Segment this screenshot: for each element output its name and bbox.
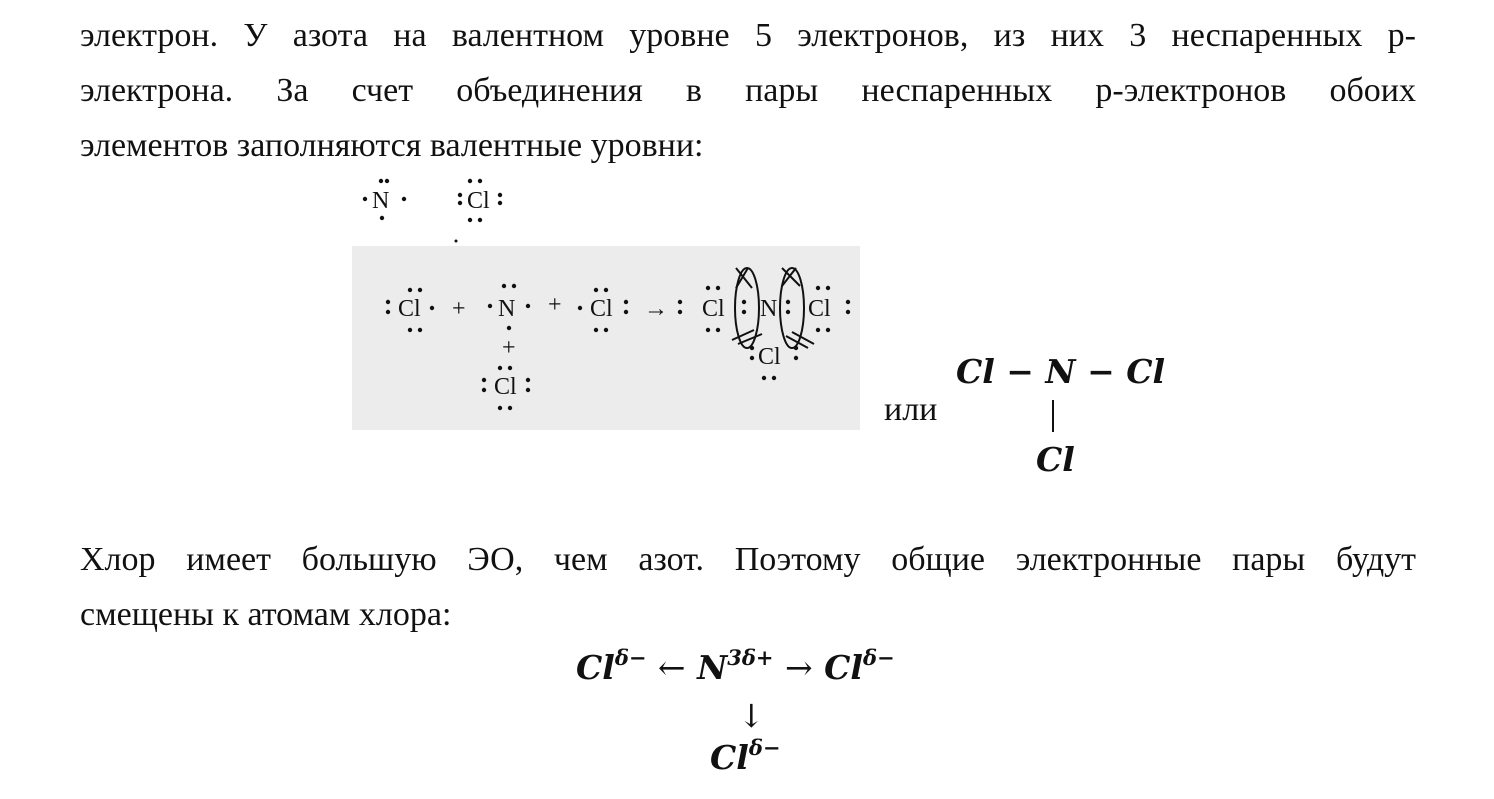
cl-symbol: Cl [824, 648, 863, 687]
n-symbol: N [372, 188, 390, 214]
svg-text:N: N [498, 296, 516, 322]
cl-symbol: Cl [710, 738, 749, 777]
svg-text:Cl: Cl [758, 344, 781, 370]
down-arrow: ↓ [738, 697, 765, 735]
paragraph-electronegativity [80, 532, 1416, 642]
partial-charge: δ− [748, 735, 781, 760]
or-label: или [884, 391, 938, 428]
svg-text:Cl: Cl [494, 374, 517, 400]
n-symbol: N [697, 648, 728, 687]
svg-text:Cl: Cl [398, 296, 421, 322]
text-line: смещены к атомам хлора: [80, 596, 452, 633]
svg-text:Cl: Cl [702, 296, 725, 322]
text-line: Хлор имеет большую ЭО, чем азот. Поэтому общие электронные пары будут [80, 541, 1416, 578]
charge-shift-scheme [570, 640, 930, 790]
partial-charge: δ− [614, 645, 647, 670]
plus-sign: + [452, 296, 466, 322]
left-arrow: ← [657, 648, 686, 687]
text-line: элементов заполняются валентные уровни: [80, 127, 704, 164]
plus-sign: + [502, 335, 516, 361]
structural-formula [950, 348, 1170, 478]
partial-charge: δ− [862, 645, 895, 670]
bond-line-vertical [1052, 400, 1054, 432]
plus-sign: + [548, 292, 562, 318]
charge-shift-row [576, 645, 895, 692]
cl-symbol: Cl [576, 648, 615, 687]
cl-atom-dots [458, 179, 502, 222]
svg-text:N: N [760, 296, 778, 322]
charge-shift-bottom [710, 735, 781, 782]
svg-text:Cl: Cl [590, 296, 613, 322]
text-line: электрона. За счет объединения в пары неспаренных р-электронов обоих [80, 72, 1416, 109]
formula-bottom-cl: Cl [1036, 440, 1075, 479]
text-line: электрон. У азота на валентном уровне 5 электронов, из них 3 неспаренных р- [80, 17, 1416, 54]
lewis-structure-figure [352, 168, 864, 430]
formula-top-row: Cl − N − Cl [956, 352, 1166, 391]
cl-symbol: Cl [467, 188, 490, 214]
n-atom-dots [363, 179, 406, 220]
reaction-arrow: → [644, 296, 668, 322]
paragraph-intro [80, 8, 1416, 173]
partial-charge: 3δ+ [727, 645, 774, 670]
svg-text:Cl: Cl [808, 296, 831, 322]
right-arrow: → [784, 648, 813, 687]
